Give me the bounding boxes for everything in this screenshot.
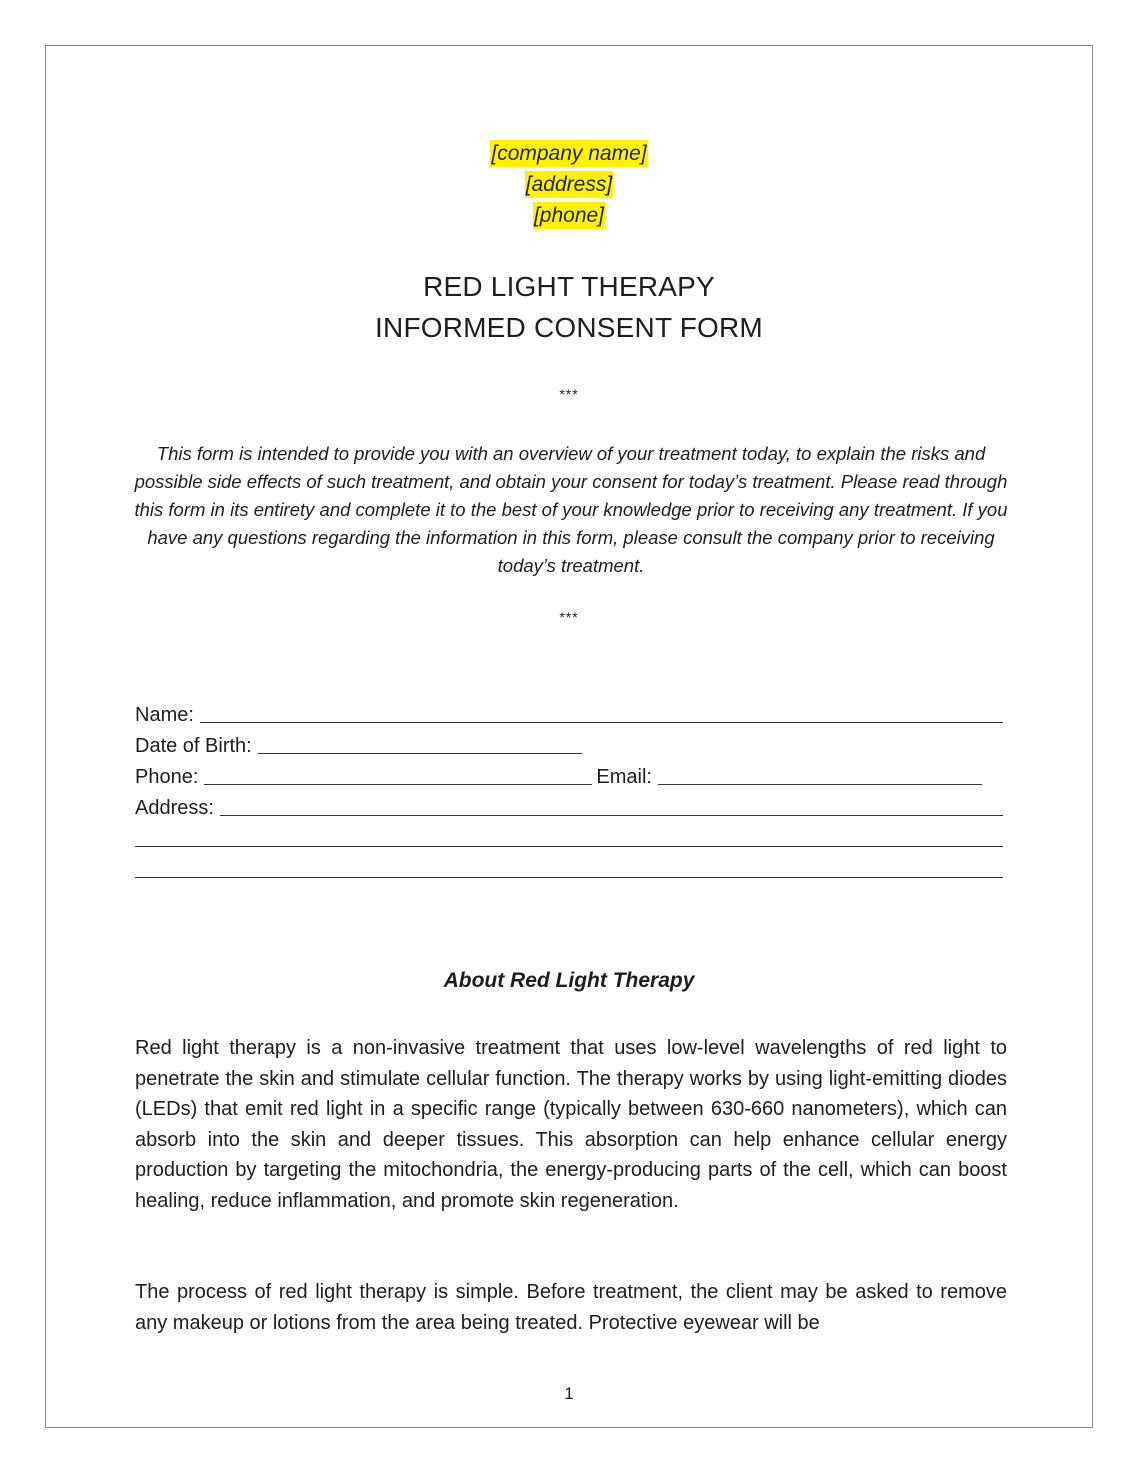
phone-label: Phone: xyxy=(135,766,199,788)
name-label: Name: xyxy=(135,704,194,726)
separator-bottom: *** xyxy=(559,609,579,625)
dob-input-line[interactable] xyxy=(258,731,582,754)
address-label: Address: xyxy=(135,797,214,819)
address-input-line-1[interactable] xyxy=(220,793,1003,816)
address-line-2-row xyxy=(135,820,1003,851)
address-field-row xyxy=(135,789,1003,820)
dob-label: Date of Birth: xyxy=(135,735,252,757)
section-heading: About Red Light Therapy xyxy=(443,969,695,992)
document-title xyxy=(46,266,1092,348)
title-line-1: RED LIGHT THERAPY xyxy=(423,271,715,302)
section-paragraph-2: The process of red light therapy is simple. Before treatment, the client may be asked to remove any makeup or lotions from the area being treated. Protective eyewear will be xyxy=(135,1281,1007,1334)
address-line-3-row xyxy=(135,851,1003,882)
phone-placeholder: [phone] xyxy=(533,204,605,227)
company-name-placeholder: [company name] xyxy=(491,142,647,165)
email-label: Email: xyxy=(596,766,652,788)
address-placeholder: [address] xyxy=(525,173,613,196)
email-input-line[interactable] xyxy=(658,762,982,785)
document-page xyxy=(45,45,1093,1428)
page-number: 1 xyxy=(564,1384,574,1403)
address-input-line-2[interactable] xyxy=(135,824,1003,847)
dob-field-row xyxy=(135,727,1003,758)
company-header xyxy=(46,138,1092,231)
address-input-line-3[interactable] xyxy=(135,855,1003,878)
intro-paragraph: This form is intended to provide you with an overview of your treatment today, to explain the risks and possible side effects of such treatment, and obtain your consent for today’s treatment. Please read through this form in its entirety and complete it to the best of your knowledge prior to receiving any treatment. If you have any questions regarding the information in this form, please consult the company prior to receiving today’s treatment. xyxy=(134,443,1008,576)
section-paragraph-1: Red light therapy is a non-invasive treatment that uses low-level wavelengths of red light to penetrate the skin and stimulate cellular function. The therapy works by using light-emitting diodes (LEDs) that emit red light in a specific range (typically between 630-660 nanometers), which can absorb into the skin and deeper tissues. This absorption can help enhance cellular energy production by targeting the mitochondria, the energy-producing parts of the cell, which can boost healing, reduce inflammation, and promote skin regeneration. xyxy=(135,1037,1007,1212)
title-line-2: INFORMED CONSENT FORM xyxy=(375,312,763,343)
name-input-line[interactable] xyxy=(200,700,1003,723)
separator-top: *** xyxy=(559,386,579,402)
phone-input-line[interactable] xyxy=(204,762,592,785)
phone-email-field-row xyxy=(135,758,1003,789)
name-field-row xyxy=(135,696,1003,727)
client-info-form xyxy=(135,696,1003,882)
